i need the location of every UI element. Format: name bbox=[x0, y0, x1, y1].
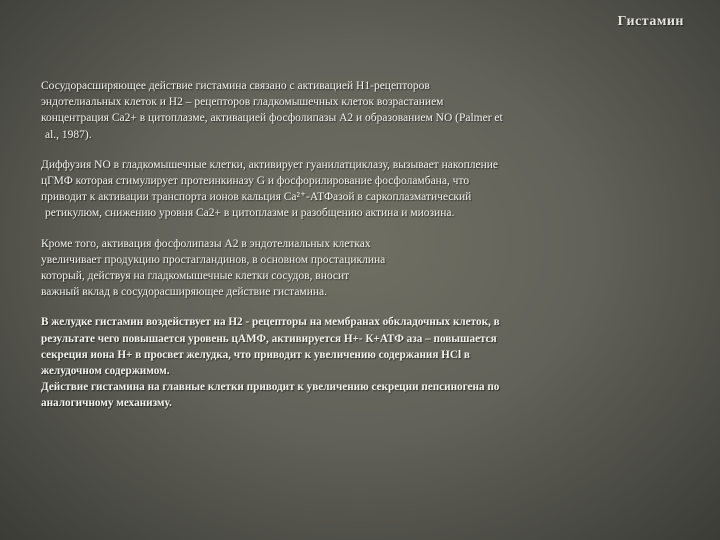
text-line: увеличивает продукцию простагландинов, в основном простациклина bbox=[41, 253, 386, 266]
text-line: важный вклад в сосудорасширяющее действие гистамина. bbox=[41, 286, 328, 299]
paragraph-stomach bbox=[41, 314, 633, 411]
text-line: Диффузия NO в гладкомышечные клетки, активирует гуанилатциклазу, вызывает накопление bbox=[41, 158, 499, 171]
text-line: концентрация Са2+ в цитоплазме, активацией фосфолипазы А2 и образованием NO (Palmer et bbox=[41, 112, 503, 125]
paragraph-vasodilation bbox=[41, 78, 633, 143]
text-line: В желудке гистамин воздействует на Н2 - рецепторы на мембранах обкладочных клеток, в bbox=[41, 316, 500, 329]
slide-content bbox=[41, 78, 633, 412]
text-line: ретикулюм, снижению уровня Са2+ в цитоплазме и разобщению актина и миозина. bbox=[45, 207, 455, 220]
paragraph-phospholipase bbox=[41, 236, 633, 301]
text-line: секреция иона Н+ в просвет желудка, что приводит к увеличению содержания HCl в bbox=[41, 348, 470, 361]
paragraph-no-diffusion bbox=[41, 157, 633, 222]
slide-title: Гистамин bbox=[617, 14, 684, 29]
text-line: желудочном содержимом. bbox=[41, 365, 170, 378]
text-line: Кроме того, активация фосфолипазы А2 в эндотелиальных клетках bbox=[41, 237, 371, 250]
text-line: приводит к активации транспорта ионов кальция Са²⁺-АТФазой в саркоплазматический bbox=[41, 191, 472, 204]
text-line: цГМФ которая стимулирует протеинкиназу G и фосфорилирование фосфоламбана, что bbox=[41, 175, 470, 188]
text-line: эндотелиальных клеток и Н2 – рецепторов гладкомышечных клеток возрастанием bbox=[41, 96, 444, 109]
text-line: который, действуя на гладкомышечные клетки сосудов, вносит bbox=[41, 270, 350, 283]
text-line: al., 1987). bbox=[45, 128, 92, 141]
text-line: аналогичному механизму. bbox=[41, 397, 172, 410]
text-line: Сосудорасширяющее действие гистамина связано с активацией Н1-рецепторов bbox=[41, 80, 430, 92]
text-line: Действие гистамина на главные клетки приводит к увеличению секреции пепсиногена по bbox=[41, 381, 500, 394]
text-line: результате чего повышается уровень цАМФ, активируется Н+- К+АТФ аза – повышается bbox=[41, 332, 497, 345]
